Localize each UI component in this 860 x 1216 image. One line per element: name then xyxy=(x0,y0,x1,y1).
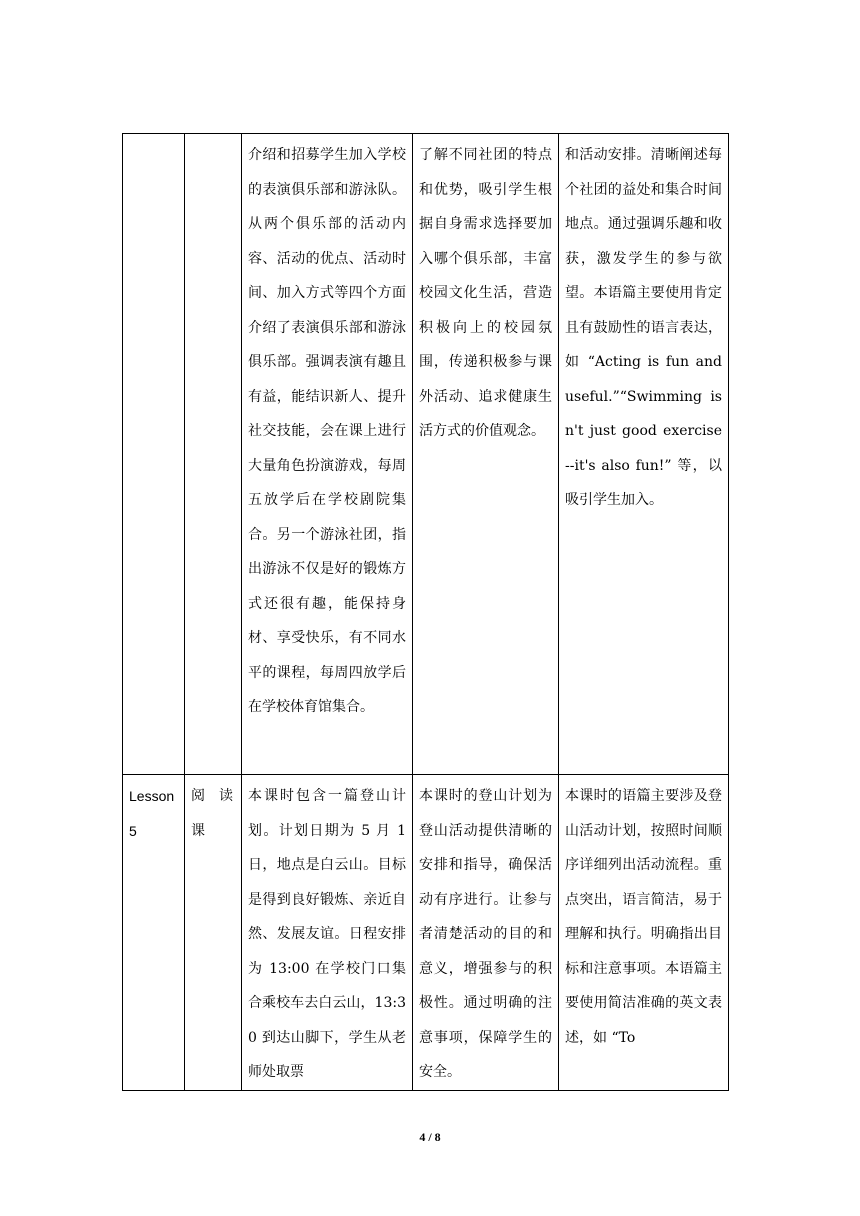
lesson-type-cell: 阅读课 xyxy=(185,775,242,1091)
table-row xyxy=(123,134,729,775)
table-row xyxy=(123,775,729,1091)
lesson-type-cell xyxy=(185,134,242,775)
lesson-cell xyxy=(123,134,185,775)
meaning-cell: 本课时的登山计划为登山活动提供清晰的安排和指导，确保活动有序进行。让参与者清楚活动的目的和意义，增强参与的积极性。通过明确的注意事项，保障学生的安全。 xyxy=(413,775,559,1091)
lesson-cell: Lesson 5 xyxy=(123,775,185,1091)
content-cell: 本课时包含一篇登山计划。计划日期为 5 月 1 日，地点是白云山。目标是得到良好锻炼、亲近自然、发展友谊。日程安排为 13:00 在学校门口集合乘校车去白云山，13:30 到达山脚下，学生从老师处取票 xyxy=(242,775,413,1091)
lesson-analysis-table xyxy=(122,133,729,1091)
page-number: 4 / 8 xyxy=(419,1130,441,1144)
features-cell: 本课时的语篇主要涉及登山活动计划，按照时间顺序详细列出活动流程。重点突出，语言简洁，易于理解和执行。明确指出目标和注意事项。本语篇主要使用简洁准确的英文表述，如 “To xyxy=(559,775,729,1091)
meaning-cell: 了解不同社团的特点和优势，吸引学生根据自身需求选择要加入哪个俱乐部，丰富校园文化生活，营造积极向上的校园氛围，传递积极参与课外活动、追求健康生活方式的价值观念。 xyxy=(413,134,559,775)
features-cell: 和活动安排。清晰阐述每个社团的益处和集合时间地点。通过强调乐趣和收获，激发学生的参与欲望。本语篇主要使用肯定且有鼓励性的语言表达，如 “Acting is fun and useful.”“Swimming isn't just good exercise --it's also fun!” 等，以吸引学生加入。 xyxy=(559,134,729,775)
content-cell: 介绍和招募学生加入学校的表演俱乐部和游泳队。从两个俱乐部的活动内容、活动的优点、活动时间、加入方式等四个方面介绍了表演俱乐部和游泳俱乐部。强调表演有趣且有益，能结识新人、提升社交技能，会在课上进行大量角色扮演游戏，每周五放学后在学校剧院集合。另一个游泳社团，指出游泳不仅是好的锻炼方式还很有趣，能保持身材、享受快乐，有不同水平的课程，每周四放学后在学校体育馆集合。 xyxy=(242,134,413,775)
